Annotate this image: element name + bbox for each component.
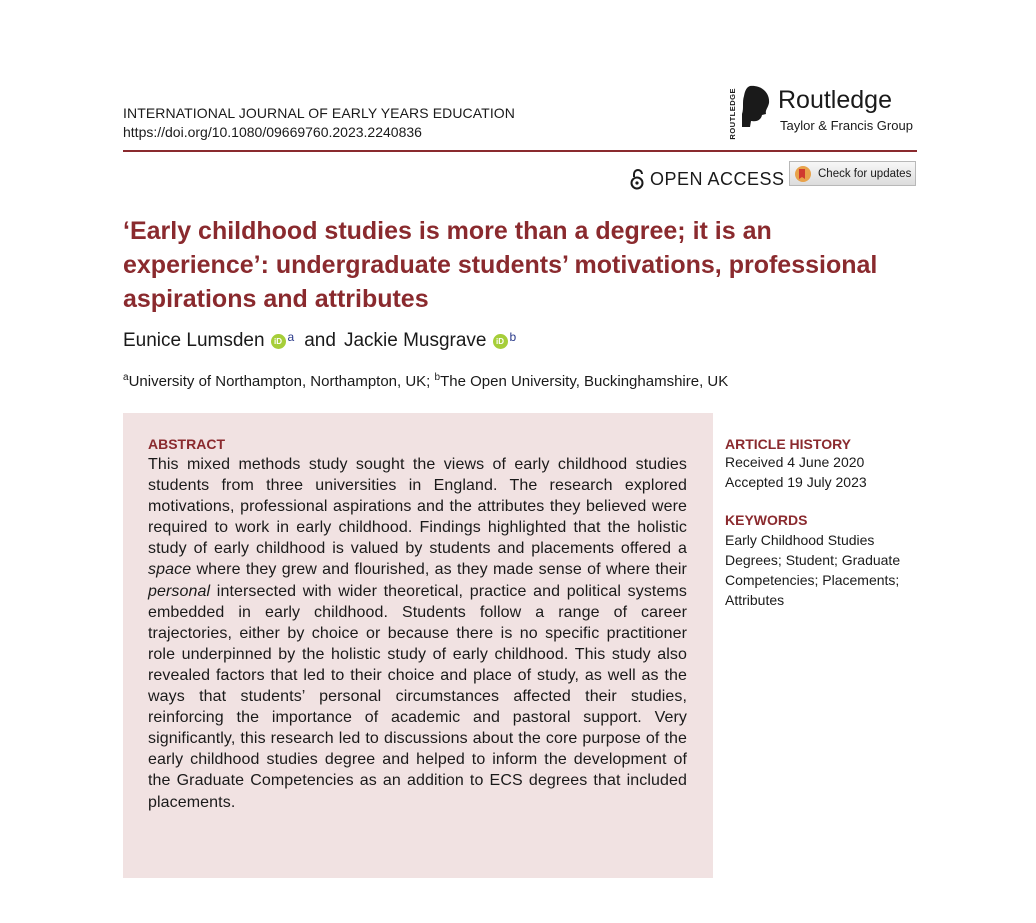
publisher-logo[interactable] <box>728 82 928 142</box>
affiliation-mark: a <box>287 330 295 344</box>
doi-link[interactable]: https://doi.org/10.1080/09669760.2023.2240836 <box>123 124 422 140</box>
check-updates-label: Check for updates <box>818 167 912 180</box>
publisher-name: Routledge <box>778 86 892 114</box>
affiliations <box>123 372 728 390</box>
keywords-heading: KEYWORDS <box>725 512 808 528</box>
keywords-list: Early Childhood Studies Degrees; Student; Graduate Competencies; Placements; Attributes <box>725 532 901 608</box>
abstract-part: where they grew and flourished, as they made sense of where their <box>191 561 687 579</box>
header-rule <box>123 150 917 152</box>
affiliation-mark: a <box>123 372 129 383</box>
journal-name: INTERNATIONAL JOURNAL OF EARLY YEARS EDUCATION <box>123 105 516 121</box>
orcid-icon[interactable]: iD <box>271 334 286 349</box>
open-access-label: OPEN ACCESS <box>650 168 785 189</box>
publisher-group: Taylor & Francis Group <box>780 118 913 133</box>
received-date: Received 4 June 2020 <box>725 454 865 470</box>
abstract-emphasis: space <box>148 561 192 579</box>
affiliation-text: University of Northampton, Northampton, UK; <box>128 373 431 390</box>
abstract-part: This mixed methods study sought the views of early childhood studies students from three universities in England. The research explored motivations, professional aspirations and the attributes they believed were required to work in early childhood. Findings highlighted that the holistic study of early childhood is valued by students and placements offered a <box>148 456 687 558</box>
abstract-part: intersected with wider theoretical, practice and political systems embedded in early childhood. Students follow a range of career trajectories, either by choice or because there is no specific practitioner role underpinned by the holistic study of early childhood. This study also revealed factors that led to their choice and place of study, as well as the ways that students’ personal circumstances affected their studies, reinforcing the importance of academic and pastoral support. Very significantly, this research led to discussions about the core purpose of the early childhood studies degree and helped to inform the development of the Graduate Competencies as an addition to ECS degrees that included placements. <box>148 582 687 811</box>
logo-vertical-text: ROUTLEDGE <box>728 88 737 140</box>
open-lock-icon <box>630 168 644 190</box>
affiliation-mark: b <box>434 372 441 383</box>
orcid-icon[interactable]: iD <box>493 334 508 349</box>
author-list <box>123 330 516 352</box>
affiliation-text: The Open University, Buckinghamshire, UK <box>440 373 729 390</box>
article-title: ‘Early childhood studies is more than a degree; it is an experience’: undergraduate students’ motivations, professional aspirations and attributes <box>123 217 878 313</box>
author-name[interactable]: Eunice Lumsden <box>123 330 265 351</box>
affiliation-mark: b <box>509 330 517 344</box>
author-name[interactable]: Jackie Musgrave <box>343 330 487 351</box>
check-updates-icon <box>794 165 812 183</box>
abstract-text <box>148 454 687 813</box>
abstract-heading: ABSTRACT <box>148 436 225 452</box>
author-conjunction: and <box>304 330 336 351</box>
routledge-head-icon <box>740 84 774 128</box>
abstract-emphasis: personal <box>148 582 211 600</box>
article-history-heading: ARTICLE HISTORY <box>725 436 852 452</box>
open-access-badge[interactable] <box>630 168 785 190</box>
accepted-date: Accepted 19 July 2023 <box>725 474 867 490</box>
check-for-updates-button[interactable] <box>789 161 916 186</box>
